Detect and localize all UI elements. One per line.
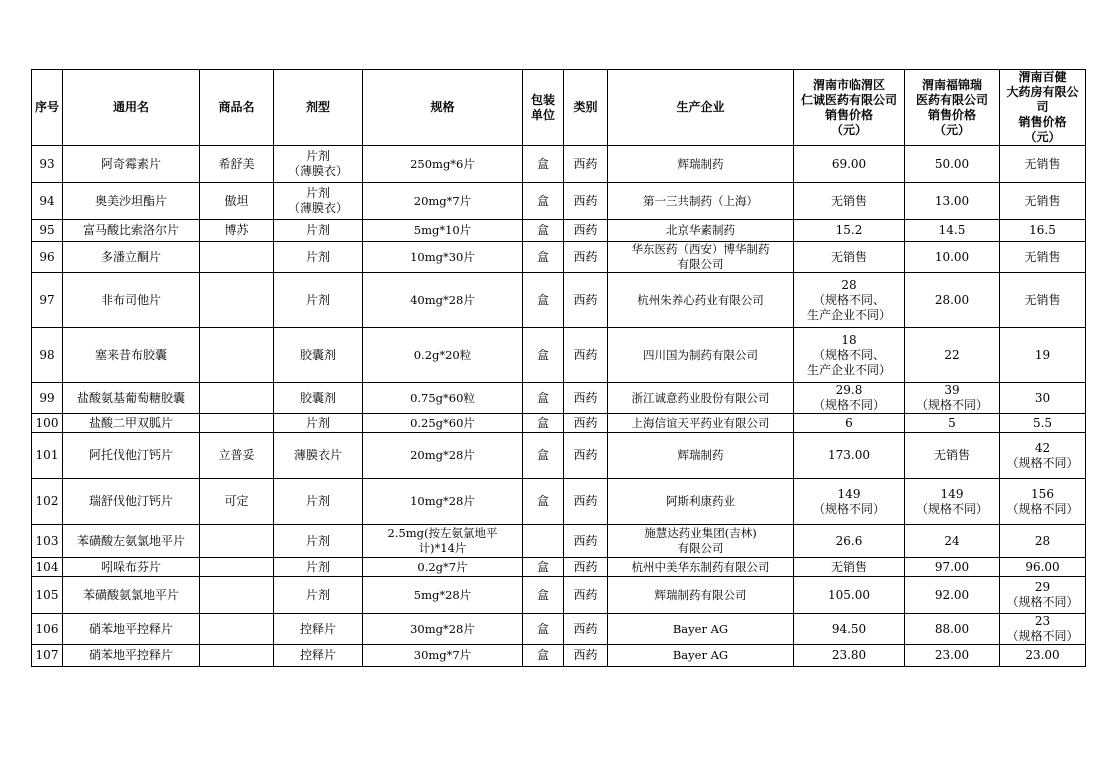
brand-name: 立普妥 [200, 433, 274, 479]
dosage-form: 控释片 [274, 614, 363, 645]
generic-name: 阿奇霉素片 [63, 146, 200, 183]
manufacturer: 四川国为制药有限公司 [608, 328, 794, 383]
dosage-form: 片剂 [274, 558, 363, 577]
manufacturer: 辉瑞制药 [608, 433, 794, 479]
dosage-form: 控释片 [274, 645, 363, 667]
table-body [32, 146, 1086, 667]
row-number: 96 [32, 242, 63, 273]
price-baijian: 42 （规格不同） [1000, 433, 1086, 479]
header-cell: 序号 [32, 70, 63, 146]
generic-name: 苯磺酸氨氯地平片 [63, 577, 200, 614]
manufacturer: 第一三共制药（上海） [608, 183, 794, 220]
dosage-form: 胶囊剂 [274, 383, 363, 414]
table-row [32, 433, 1086, 479]
price-baijian: 23 （规格不同） [1000, 614, 1086, 645]
table-row [32, 479, 1086, 525]
brand-name: 可定 [200, 479, 274, 525]
price-linwei-rencheng: 69.00 [794, 146, 905, 183]
table-row [32, 525, 1086, 558]
brand-name [200, 242, 274, 273]
header-cell: 渭南市临渭区 仁诚医药有限公司 销售价格 （元） [794, 70, 905, 146]
specification: 10mg*28片 [363, 479, 523, 525]
row-number: 95 [32, 220, 63, 242]
package-unit: 盒 [523, 242, 564, 273]
price-baijian: 23.00 [1000, 645, 1086, 667]
drug-category: 西药 [564, 558, 608, 577]
table-row [32, 383, 1086, 414]
dosage-form: 片剂 [274, 525, 363, 558]
header-cell: 商品名 [200, 70, 274, 146]
row-number: 100 [32, 414, 63, 433]
manufacturer: 辉瑞制药 [608, 146, 794, 183]
price-fujinrui: 97.00 [905, 558, 1000, 577]
drug-category: 西药 [564, 146, 608, 183]
price-linwei-rencheng: 29.8 （规格不同） [794, 383, 905, 414]
brand-name [200, 328, 274, 383]
table-row [32, 220, 1086, 242]
package-unit: 盒 [523, 645, 564, 667]
price-fujinrui: 10.00 [905, 242, 1000, 273]
dosage-form: 片剂 （薄膜衣） [274, 183, 363, 220]
specification: 2.5mg(按左氨氯地平 计)*14片 [363, 525, 523, 558]
dosage-form: 片剂 [274, 273, 363, 328]
price-baijian: 无销售 [1000, 183, 1086, 220]
table-row [32, 614, 1086, 645]
row-number: 106 [32, 614, 63, 645]
table-row [32, 645, 1086, 667]
specification: 10mg*30片 [363, 242, 523, 273]
drug-category: 西药 [564, 220, 608, 242]
generic-name: 非布司他片 [63, 273, 200, 328]
generic-name: 多潘立酮片 [63, 242, 200, 273]
dosage-form: 薄膜衣片 [274, 433, 363, 479]
price-baijian: 30 [1000, 383, 1086, 414]
drug-category: 西药 [564, 242, 608, 273]
manufacturer: Bayer AG [608, 614, 794, 645]
price-baijian: 无销售 [1000, 146, 1086, 183]
header-row [32, 70, 1086, 146]
package-unit: 盒 [523, 273, 564, 328]
header-cell: 渭南百健 大药房有限公司 销售价格 （元） [1000, 70, 1086, 146]
specification: 30mg*7片 [363, 645, 523, 667]
dosage-form: 片剂 [274, 414, 363, 433]
brand-name: 傲坦 [200, 183, 274, 220]
drug-category: 西药 [564, 328, 608, 383]
price-linwei-rencheng: 18 （规格不同、 生产企业不同） [794, 328, 905, 383]
drug-category: 西药 [564, 433, 608, 479]
price-linwei-rencheng: 无销售 [794, 183, 905, 220]
dosage-form: 片剂 [274, 479, 363, 525]
price-baijian: 29 （规格不同） [1000, 577, 1086, 614]
table-row [32, 242, 1086, 273]
price-linwei-rencheng: 15.2 [794, 220, 905, 242]
drug-category: 西药 [564, 383, 608, 414]
row-number: 105 [32, 577, 63, 614]
table-row [32, 183, 1086, 220]
price-fujinrui: 28.00 [905, 273, 1000, 328]
price-table [31, 69, 1086, 667]
price-fujinrui: 14.5 [905, 220, 1000, 242]
price-fujinrui: 22 [905, 328, 1000, 383]
dosage-form: 片剂 [274, 242, 363, 273]
brand-name [200, 558, 274, 577]
table-row [32, 328, 1086, 383]
price-fujinrui: 92.00 [905, 577, 1000, 614]
generic-name: 硝苯地平控释片 [63, 614, 200, 645]
price-linwei-rencheng: 26.6 [794, 525, 905, 558]
price-linwei-rencheng: 无销售 [794, 242, 905, 273]
manufacturer: 北京华素制药 [608, 220, 794, 242]
price-fujinrui: 24 [905, 525, 1000, 558]
brand-name [200, 414, 274, 433]
package-unit: 盒 [523, 328, 564, 383]
drug-category: 西药 [564, 614, 608, 645]
dosage-form: 片剂 [274, 220, 363, 242]
manufacturer: 浙江诚意药业股份有限公司 [608, 383, 794, 414]
generic-name: 阿托伐他汀钙片 [63, 433, 200, 479]
package-unit: 盒 [523, 383, 564, 414]
header-cell: 类别 [564, 70, 608, 146]
row-number: 102 [32, 479, 63, 525]
header-cell: 规格 [363, 70, 523, 146]
brand-name [200, 383, 274, 414]
package-unit: 盒 [523, 183, 564, 220]
price-baijian: 无销售 [1000, 242, 1086, 273]
brand-name: 希舒美 [200, 146, 274, 183]
price-fujinrui: 13.00 [905, 183, 1000, 220]
price-baijian: 156 （规格不同） [1000, 479, 1086, 525]
specification: 0.75g*60粒 [363, 383, 523, 414]
drug-category: 西药 [564, 183, 608, 220]
drug-category: 西药 [564, 414, 608, 433]
drug-category: 西药 [564, 479, 608, 525]
specification: 250mg*6片 [363, 146, 523, 183]
table-row [32, 414, 1086, 433]
row-number: 107 [32, 645, 63, 667]
package-unit: 盒 [523, 479, 564, 525]
specification: 20mg*7片 [363, 183, 523, 220]
generic-name: 盐酸氨基葡萄糖胶囊 [63, 383, 200, 414]
generic-name: 塞来昔布胶囊 [63, 328, 200, 383]
brand-name [200, 645, 274, 667]
brand-name [200, 273, 274, 328]
manufacturer: 上海信谊天平药业有限公司 [608, 414, 794, 433]
manufacturer: 施慧达药业集团(吉林) 有限公司 [608, 525, 794, 558]
price-fujinrui: 23.00 [905, 645, 1000, 667]
package-unit: 盒 [523, 414, 564, 433]
dosage-form: 片剂 [274, 577, 363, 614]
header-cell: 生产企业 [608, 70, 794, 146]
specification: 5mg*28片 [363, 577, 523, 614]
brand-name: 博苏 [200, 220, 274, 242]
price-linwei-rencheng: 105.00 [794, 577, 905, 614]
price-linwei-rencheng: 23.80 [794, 645, 905, 667]
generic-name: 吲哚布芬片 [63, 558, 200, 577]
drug-category: 西药 [564, 577, 608, 614]
row-number: 97 [32, 273, 63, 328]
manufacturer: Bayer AG [608, 645, 794, 667]
package-unit: 盒 [523, 558, 564, 577]
manufacturer: 杭州朱养心药业有限公司 [608, 273, 794, 328]
generic-name: 盐酸二甲双胍片 [63, 414, 200, 433]
drug-category: 西药 [564, 525, 608, 558]
package-unit: 盒 [523, 577, 564, 614]
manufacturer: 杭州中美华东制药有限公司 [608, 558, 794, 577]
price-fujinrui: 无销售 [905, 433, 1000, 479]
generic-name: 瑞舒伐他汀钙片 [63, 479, 200, 525]
header-cell: 渭南福锦瑞 医药有限公司 销售价格 （元） [905, 70, 1000, 146]
table-row [32, 146, 1086, 183]
price-baijian: 5.5 [1000, 414, 1086, 433]
package-unit: 盒 [523, 220, 564, 242]
row-number: 94 [32, 183, 63, 220]
specification: 40mg*28片 [363, 273, 523, 328]
specification: 0.2g*20粒 [363, 328, 523, 383]
specification: 20mg*28片 [363, 433, 523, 479]
drug-category: 西药 [564, 645, 608, 667]
drug-category: 西药 [564, 273, 608, 328]
header-cell: 包装 单位 [523, 70, 564, 146]
brand-name [200, 525, 274, 558]
manufacturer: 阿斯利康药业 [608, 479, 794, 525]
package-unit [523, 525, 564, 558]
table-row [32, 577, 1086, 614]
specification: 0.25g*60片 [363, 414, 523, 433]
brand-name [200, 614, 274, 645]
price-fujinrui: 39 （规格不同） [905, 383, 1000, 414]
generic-name: 苯磺酸左氨氯地平片 [63, 525, 200, 558]
price-baijian: 28 [1000, 525, 1086, 558]
generic-name: 奥美沙坦酯片 [63, 183, 200, 220]
brand-name [200, 577, 274, 614]
dosage-form: 胶囊剂 [274, 328, 363, 383]
row-number: 98 [32, 328, 63, 383]
price-baijian: 96.00 [1000, 558, 1086, 577]
row-number: 93 [32, 146, 63, 183]
row-number: 103 [32, 525, 63, 558]
price-baijian: 16.5 [1000, 220, 1086, 242]
specification: 30mg*28片 [363, 614, 523, 645]
price-linwei-rencheng: 173.00 [794, 433, 905, 479]
package-unit: 盒 [523, 433, 564, 479]
dosage-form: 片剂 （薄膜衣） [274, 146, 363, 183]
price-fujinrui: 149 （规格不同） [905, 479, 1000, 525]
price-baijian: 19 [1000, 328, 1086, 383]
generic-name: 富马酸比索洛尔片 [63, 220, 200, 242]
header-cell: 剂型 [274, 70, 363, 146]
table-row [32, 558, 1086, 577]
generic-name: 硝苯地平控释片 [63, 645, 200, 667]
specification: 5mg*10片 [363, 220, 523, 242]
price-fujinrui: 50.00 [905, 146, 1000, 183]
price-linwei-rencheng: 149 （规格不同） [794, 479, 905, 525]
package-unit: 盒 [523, 146, 564, 183]
table-row [32, 273, 1086, 328]
manufacturer: 华东医药（西安）博华制药 有限公司 [608, 242, 794, 273]
price-fujinrui: 88.00 [905, 614, 1000, 645]
row-number: 101 [32, 433, 63, 479]
price-baijian: 无销售 [1000, 273, 1086, 328]
price-linwei-rencheng: 无销售 [794, 558, 905, 577]
price-fujinrui: 5 [905, 414, 1000, 433]
row-number: 104 [32, 558, 63, 577]
specification: 0.2g*7片 [363, 558, 523, 577]
price-linwei-rencheng: 6 [794, 414, 905, 433]
price-linwei-rencheng: 94.50 [794, 614, 905, 645]
header-cell: 通用名 [63, 70, 200, 146]
row-number: 99 [32, 383, 63, 414]
package-unit: 盒 [523, 614, 564, 645]
manufacturer: 辉瑞制药有限公司 [608, 577, 794, 614]
price-linwei-rencheng: 28 （规格不同、 生产企业不同） [794, 273, 905, 328]
